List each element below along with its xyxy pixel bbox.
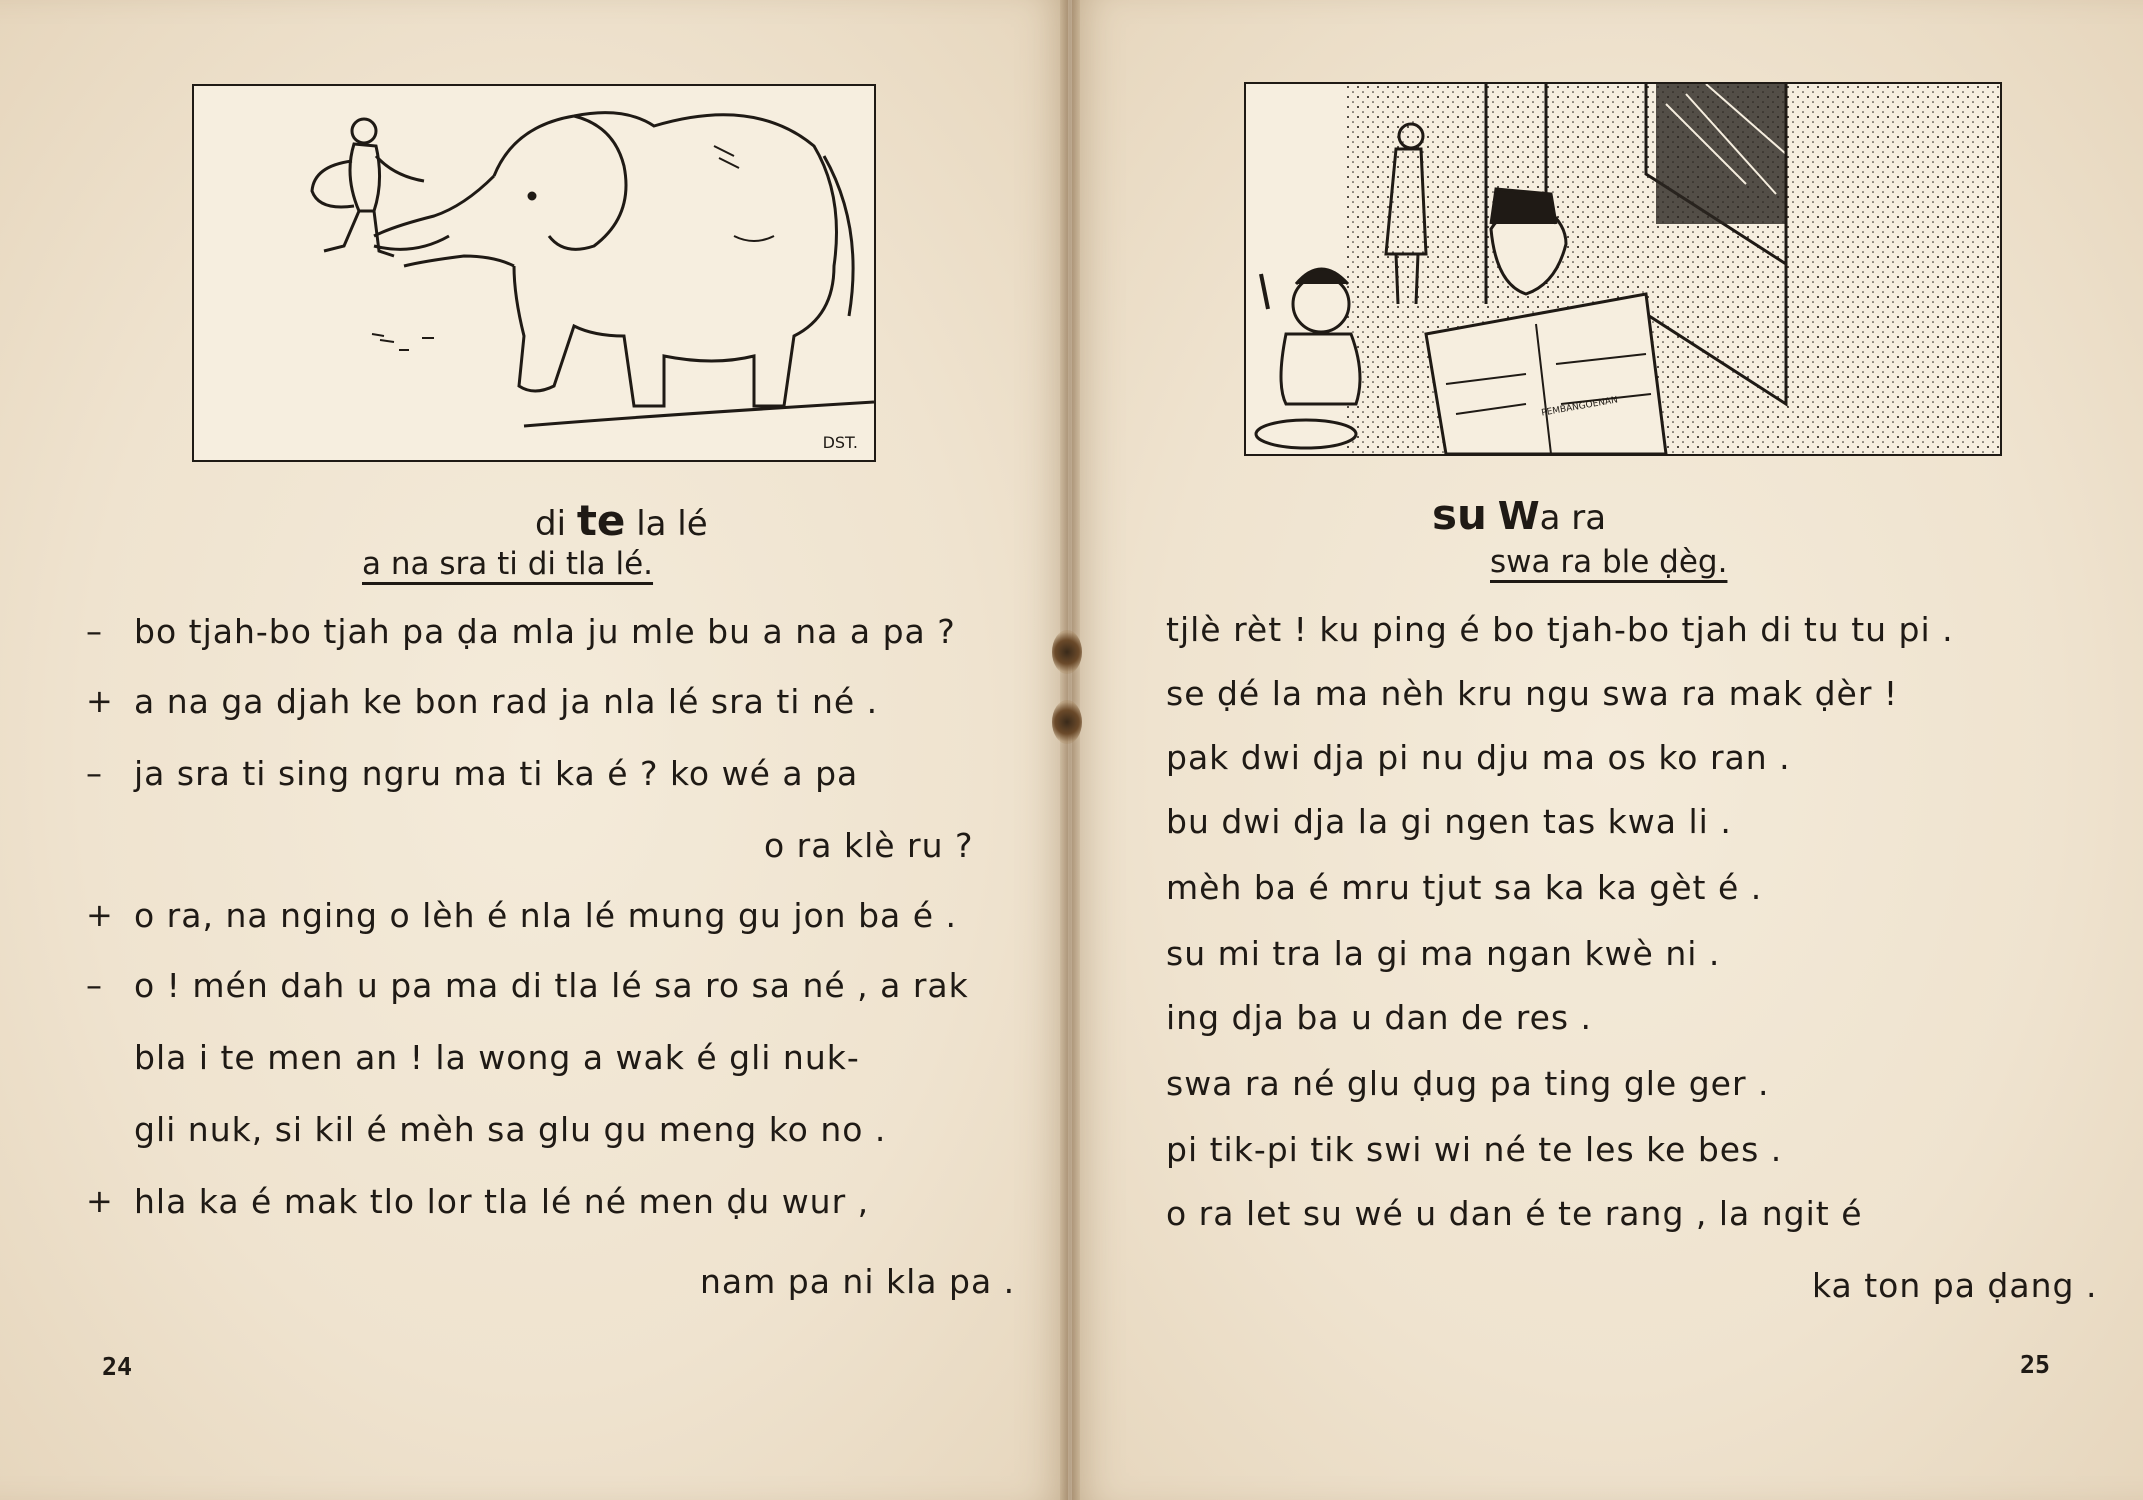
book-gutter: [1060, 0, 1080, 1500]
heading-suffix: la lé: [636, 504, 708, 544]
heading-suffix-right: a ra: [1539, 498, 1607, 538]
text-line: ja sra ti sing ngru ma ti ka é ? ko wé a pa: [134, 754, 859, 793]
heading-capital: W: [1497, 494, 1540, 538]
dialog-marker: +: [86, 1182, 113, 1220]
page-number-right: 25: [2020, 1350, 2051, 1379]
text-line: ing dja ba u dan de res .: [1166, 998, 1593, 1037]
text-line: pi tik-pi tik swi wi né te les ke bes .: [1166, 1130, 1783, 1169]
text-line: bla i te men an ! la wong a wak é gli nuk-: [134, 1038, 860, 1077]
newspaper-masthead: PEMBANGOENAN: [1540, 395, 1619, 419]
newspaper-illustration: [1244, 82, 2002, 456]
heading-prefix: di: [535, 504, 567, 544]
dialog-marker: +: [86, 682, 113, 720]
text-line: o ra, na nging o lèh é nla lé mung gu jon ba é .: [134, 896, 958, 935]
illustration-signature: DST.: [822, 433, 858, 452]
heading-focus-syllable-right: su: [1432, 490, 1487, 539]
text-line: tjlè rèt ! ku ping é bo tjah-bo tjah di tu tu pi .: [1166, 610, 1954, 649]
text-line: hla ka é mak tlo lor tla lé né men ḍu wur ,: [134, 1182, 870, 1221]
lesson-subheading-right: swa ra ble ḍèg.: [1490, 544, 1728, 580]
lesson-heading-right: [1432, 490, 1606, 539]
text-line: o ra klè ru ?: [764, 826, 974, 865]
text-line: a na ga djah ke bon rad ja nla lé sra ti né .: [134, 682, 879, 721]
elephant-illustration: [192, 84, 876, 462]
dialog-marker: –: [86, 966, 102, 1004]
text-line: ka ton pa ḍang .: [1812, 1266, 2098, 1305]
binding-stain-1: [1052, 630, 1082, 674]
text-line: mèh ba é mru tjut sa ka ka gèt é .: [1166, 868, 1763, 907]
text-line: se ḍé la ma nèh kru ngu swa ra mak ḍèr !: [1166, 674, 1899, 713]
text-line: pak dwi dja pi nu dju ma os ko ran .: [1166, 738, 1791, 777]
lesson-subheading: a na sra ti di tla lé.: [362, 546, 654, 582]
binding-stain-2: [1052, 700, 1082, 744]
text-line: nam pa ni kla pa .: [700, 1262, 1016, 1301]
text-line: bo tjah-bo tjah pa ḍa mla ju mle bu a na a pa ?: [134, 612, 956, 651]
lesson-heading: [535, 496, 708, 545]
dialog-marker: +: [86, 896, 113, 934]
text-line: su mi tra la gi ma ngan kwè ni .: [1166, 934, 1721, 973]
heading-focus-syllable: te: [576, 496, 626, 545]
text-line: o ! mén dah u pa ma di tla lé sa ro sa né , a rak: [134, 966, 969, 1005]
dialog-marker: –: [86, 612, 102, 650]
text-line: o ra let su wé u dan é te rang , la ngit é: [1166, 1194, 1863, 1233]
text-line: swa ra né glu ḍug pa ting gle ger .: [1166, 1064, 1770, 1103]
dialog-marker: –: [86, 754, 102, 792]
text-line: gli nuk, si kil é mèh sa glu gu meng ko no .: [134, 1110, 887, 1149]
page-number-left: 24: [102, 1352, 133, 1381]
text-line: bu dwi dja la gi ngen tas kwa li .: [1166, 802, 1732, 841]
